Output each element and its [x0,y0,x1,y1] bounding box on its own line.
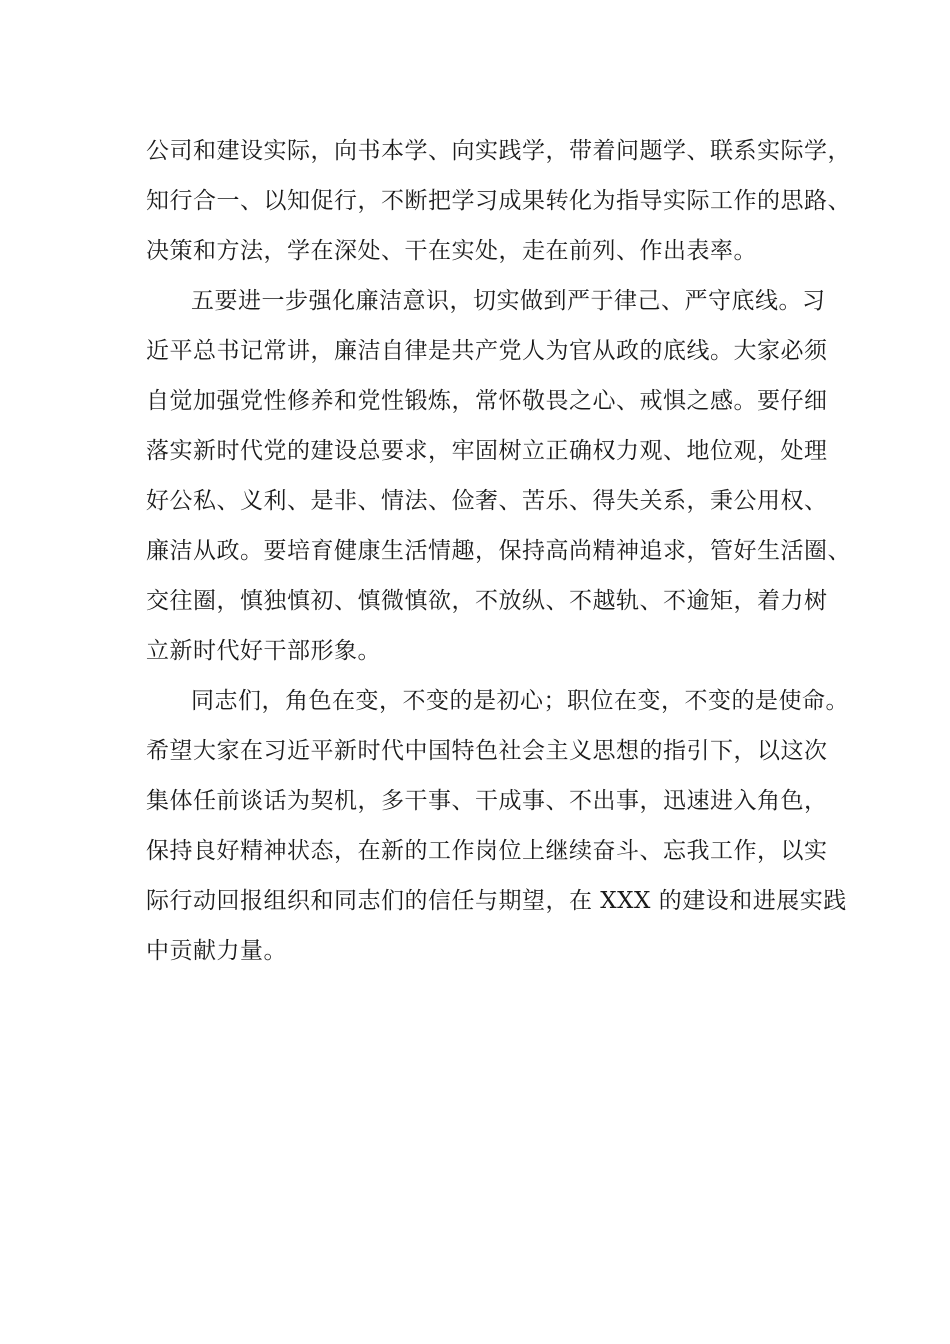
text-line: 希望大家在习近平新时代中国特色社会主义思想的指引下，以这次 [146,738,828,764]
text-line: 立新时代好干部形象。 [146,638,381,664]
paragraph-3 [146,676,849,976]
paragraph-1 [146,126,851,276]
text-line: 好公私、义利、是非、情法、俭奢、苦乐、得失关系，秉公用权、 [146,488,828,514]
text-line: 廉洁从政。要培育健康生活情趣，保持高尚精神追求，管好生活圈、 [146,538,851,564]
text-line: 保持良好精神状态，在新的工作岗位上继续奋斗、忘我工作，以实 [146,838,828,864]
text-line: 际行动回报组织和同志们的信任与期望，在 XXX 的建设和进展实践 [146,888,847,914]
text-line: 落实新时代党的建设总要求，牢固树立正确权力观、地位观，处理 [146,438,828,464]
text-line: 决策和方法，学在深处、干在实处，走在前列、作出表率。 [146,238,757,264]
text-line: 中贡献力量。 [146,938,287,964]
text-line: 同志们，角色在变，不变的是初心；职位在变，不变的是使命。 [191,688,849,714]
text-line: 五要进一步强化廉洁意识，切实做到严于律己、严守底线。习 [191,288,826,314]
text-line: 集体任前谈话为契机，多干事、干成事、不出事，迅速进入角色， [146,788,828,814]
text-line: 公司和建设实际，向书本学、向实践学，带着问题学、联系实际学， [146,138,851,164]
text-line: 交往圈，慎独慎初、慎微慎欲，不放纵、不越轨、不逾矩，着力树 [146,588,828,614]
document-body [146,126,851,976]
text-line: 近平总书记常讲，廉洁自律是共产党人为官从政的底线。大家必须 [146,338,828,364]
paragraph-2 [146,276,851,676]
text-line: 知行合一、以知促行，不断把学习成果转化为指导实际工作的思路、 [146,188,851,214]
text-line: 自觉加强党性修养和党性锻炼，常怀敬畏之心、戒惧之感。要仔细 [146,388,828,414]
